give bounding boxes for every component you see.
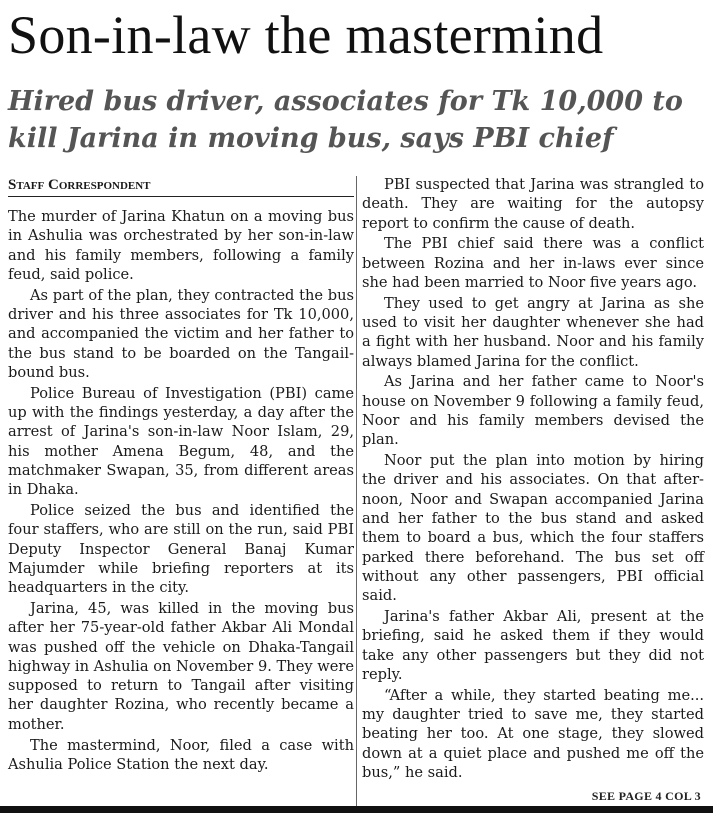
paragraph: The mastermind, Noor, filed a case with Ashulia Police Station the next day. [8,736,354,773]
paragraph: The murder of Jarina Khatun on a moving bus in Ashulia was orchestrated by her son-in-law and his family members, following a family feud, said police. [8,208,354,283]
byline: Staff Correspondent [8,176,354,197]
paragraph: PBI suspected that Jarina was strangled to death. They are waiting for the autopsy report to confirm the cause of death. [362,176,704,232]
paragraph: Jarina, 45, was killed in the moving bus after her 75-year-old father Akbar Ali Mondal was pushed off the vehicle on Dhaka-Tangail highway in Ashulia on November 9. They were supposed to return to Tangail after visiting her daughter Rozina, who recently became a mother. [8,599,354,733]
continuation-jump-line: SEE PAGE 4 COL 3 [591,789,701,803]
article-column-right [362,175,704,784]
bottom-rule [0,806,713,813]
paragraph: The PBI chief said there was a conflict between Rozina and her in-laws ever since she had been married to Noor five years ago. [362,235,704,291]
paragraph: They used to get angry at Jarina as she used to visit her daughter whenever she had a fight with her husband. Noor and his family always blamed Jarina for the conflict. [362,294,704,370]
paragraph: As part of the plan, they contracted the bus driver and his three associates for Tk 10,000, and accompanied the victim and her father to the bus stand to be boarded on the Tangail-bound bus. [8,286,354,381]
headline: Son-in-law the mastermind [8,5,604,65]
article-column-left [8,207,354,776]
paragraph: Police seized the bus and identified the four staffers, who are still on the run, said PBI Deputy Inspector General Banaj Kumar Majumder while briefing reporters at its headquarters in the city. [8,501,354,597]
paragraph: Jarina's father Akbar Ali, present at the briefing, said he asked them if they would take any other passengers but they did not reply. [362,608,704,683]
column-divider [356,176,357,806]
paragraph: Police Bureau of Investigation (PBI) came up with the findings yesterday, a day after the arrest of Jarina's son-in-law Noor Islam, 29, his mother Amena Begum, 48, and the matchmaker Swapan, 35, from different areas in Dhaka. [8,384,354,499]
paragraph: As Jarina and her father came to Noor's house on November 9 following a family feud, Noor and his family members devised the plan. [362,373,704,449]
subheadline: Hired bus driver, associates for Tk 10,000 to kill Jarina in moving bus, says PBI chief [8,86,683,154]
paragraph: Noor put the plan into motion by hiring the driver and his associates. On that after-noon, Noor and Swapan accompanied Jarina and her father to the bus stand and asked them to board a bus, which the four staffers parked there beforehand. The bus set off without any other passengers, PBI official said. [362,452,704,605]
paragraph: “After a while, they started beating me... my daughter tried to save me, they started beating her too. At one stage, they slowed down at a quiet place and pushed me off the bus,” he said. [362,686,704,781]
